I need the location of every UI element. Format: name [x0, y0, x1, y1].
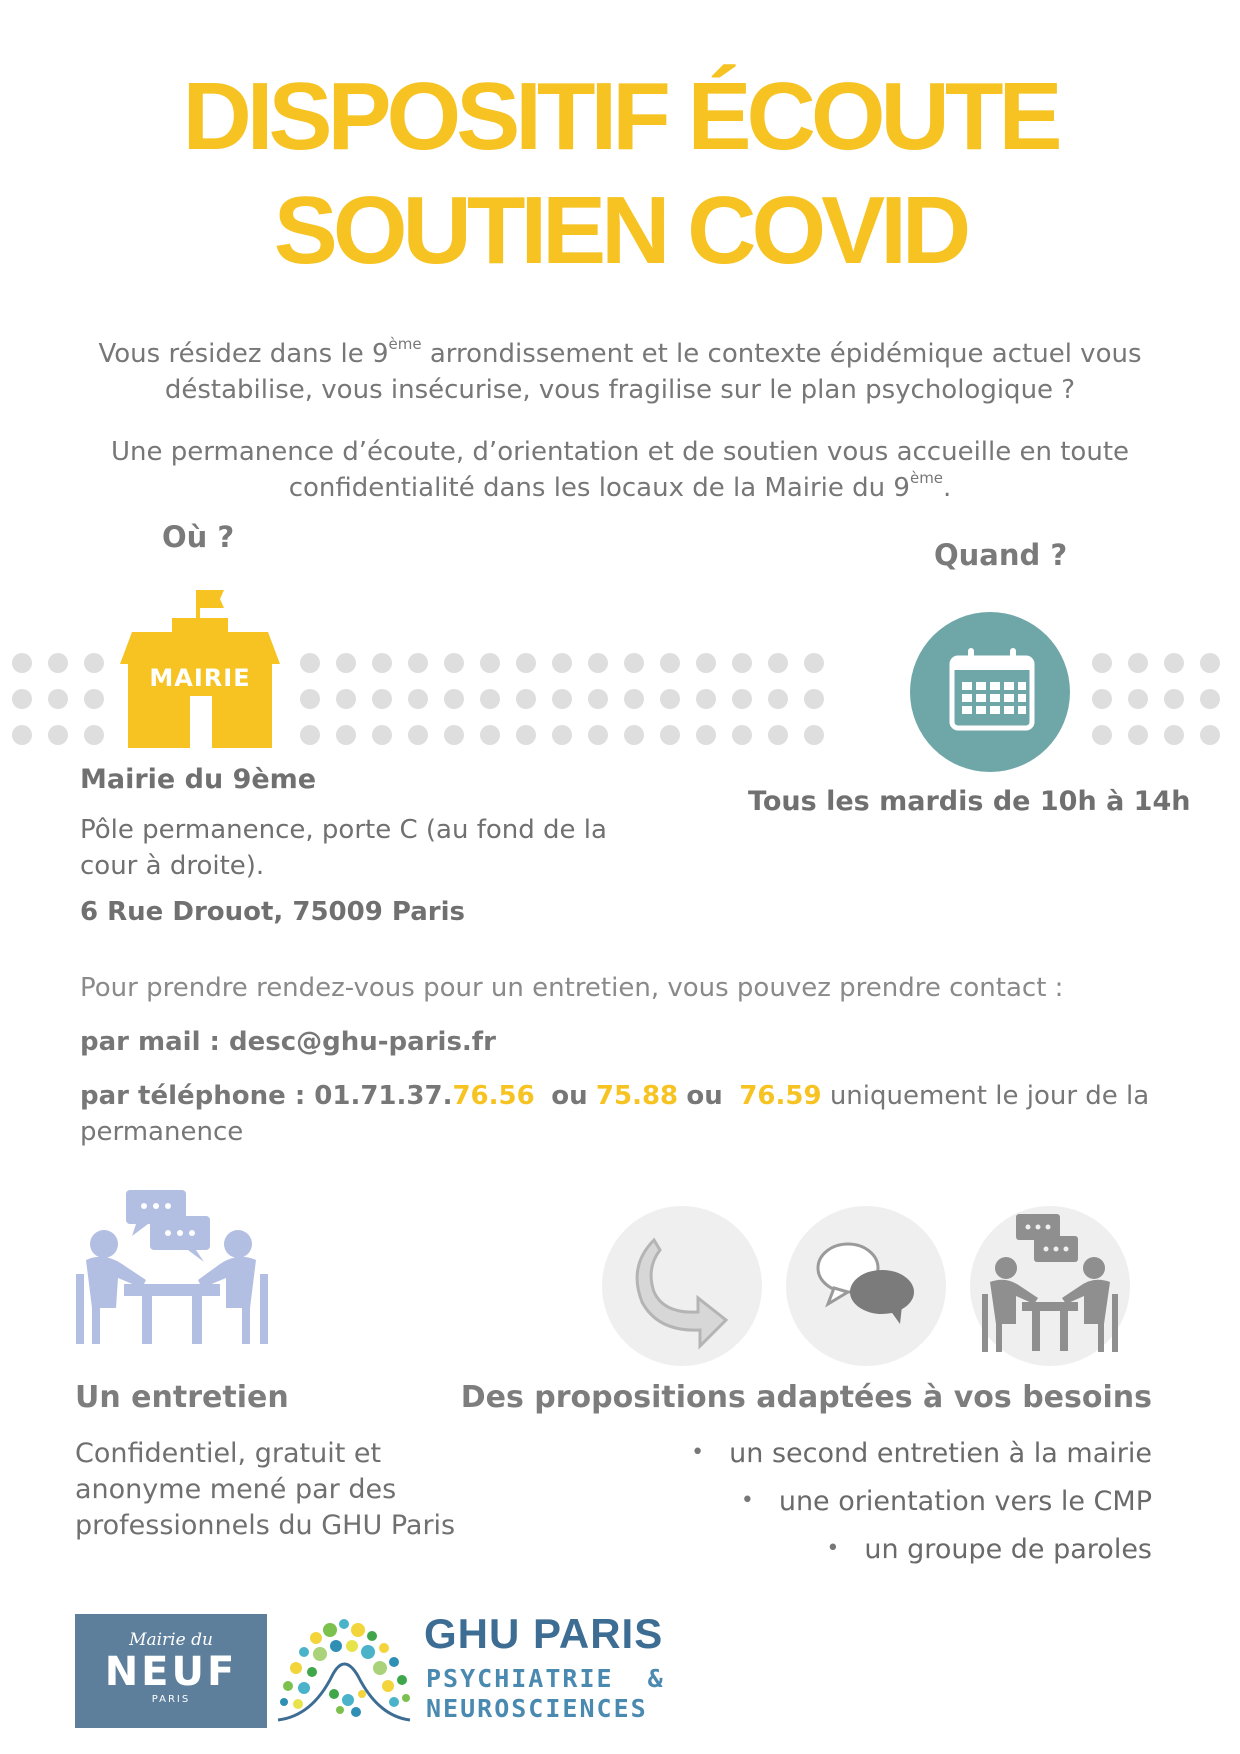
contact-mail: par mail : desc@ghu-paris.fr [80, 1027, 496, 1057]
where-address: 6 Rue Drouot, 75009 Paris [80, 897, 465, 927]
phone-ext-2[interactable]: 75.88 [595, 1081, 679, 1111]
speech-bubbles-icon [786, 1206, 946, 1366]
proposal-item: • un second entretien à la mairie [729, 1438, 1152, 1469]
intro-paragraph-2: Une permanence d’écoute, d’orientation et de soutien vous accueille en toute confidentialité dans les locaux de la Mairie du 9ème. [110, 437, 1130, 503]
calendar-icon [910, 612, 1070, 772]
proposals-heading: Des propositions adaptées à vos besoins [460, 1380, 1152, 1415]
town-hall-icon [118, 584, 282, 748]
contact-intro: Pour prendre rendez-vous pour un entretien, vous pouvez prendre contact : [80, 973, 1064, 1003]
proposal-item: • un groupe de paroles [864, 1534, 1152, 1565]
meeting-icon [72, 1188, 272, 1348]
phone-ext-3[interactable]: 76.59 [739, 1081, 822, 1111]
where-name: Mairie du 9ème [80, 764, 317, 795]
dots-left [12, 653, 104, 745]
title-line-1: DISPOSITIF ÉCOUTE [182, 63, 1058, 170]
ghu-logo-mark [274, 1616, 414, 1728]
contact-phone: par téléphone : 01.71.37.76.56 ou 75.88 ou 76.59 uniquement le jour de la permanence [80, 1081, 1150, 1147]
when-schedule: Tous les mardis de 10h à 14h [748, 786, 1191, 817]
interview-heading: Un entretien [75, 1380, 289, 1415]
proposal-item: • une orientation vers le CMP [779, 1486, 1152, 1517]
mairie-du-neuf-logo [75, 1614, 267, 1728]
when-label: Quand ? [934, 538, 1068, 572]
phone-ext-1[interactable]: 76.56 [452, 1081, 535, 1111]
ghu-logo-line-2: NEUROSCIENCES [426, 1694, 648, 1723]
town-hall-sign: MAIRIE [149, 664, 251, 692]
mail-link[interactable]: desc@ghu-paris.fr [229, 1027, 496, 1057]
dots-right [1092, 653, 1220, 745]
intro-paragraph-1: Vous résidez dans le 9ème arrondissement et le contexte épidémique actuel vous déstabilise, vous insécurise, vous fragilise sur le plan psychologique ? [98, 335, 1142, 405]
mairie-logo-city: PARIS [151, 1694, 191, 1705]
where-label: Où ? [162, 520, 235, 554]
where-details: Pôle permanence, porte C (au fond de la cour à droite). [80, 815, 607, 881]
group-meeting-icon [970, 1206, 1130, 1366]
dots-middle [300, 653, 824, 745]
mairie-logo-big: NEUF [104, 1649, 238, 1695]
ghu-logo-line-1: PSYCHIATRIE & [426, 1664, 665, 1693]
title-line-2: SOUTIEN COVID [273, 177, 967, 284]
ghu-logo-title: GHU PARIS [424, 1610, 664, 1657]
redirect-arrow-icon [602, 1206, 762, 1366]
interview-description: Confidentiel, gratuit et anonyme mené par des professionnels du GHU Paris [75, 1438, 456, 1541]
mairie-logo-small: Mairie du [129, 1630, 213, 1650]
